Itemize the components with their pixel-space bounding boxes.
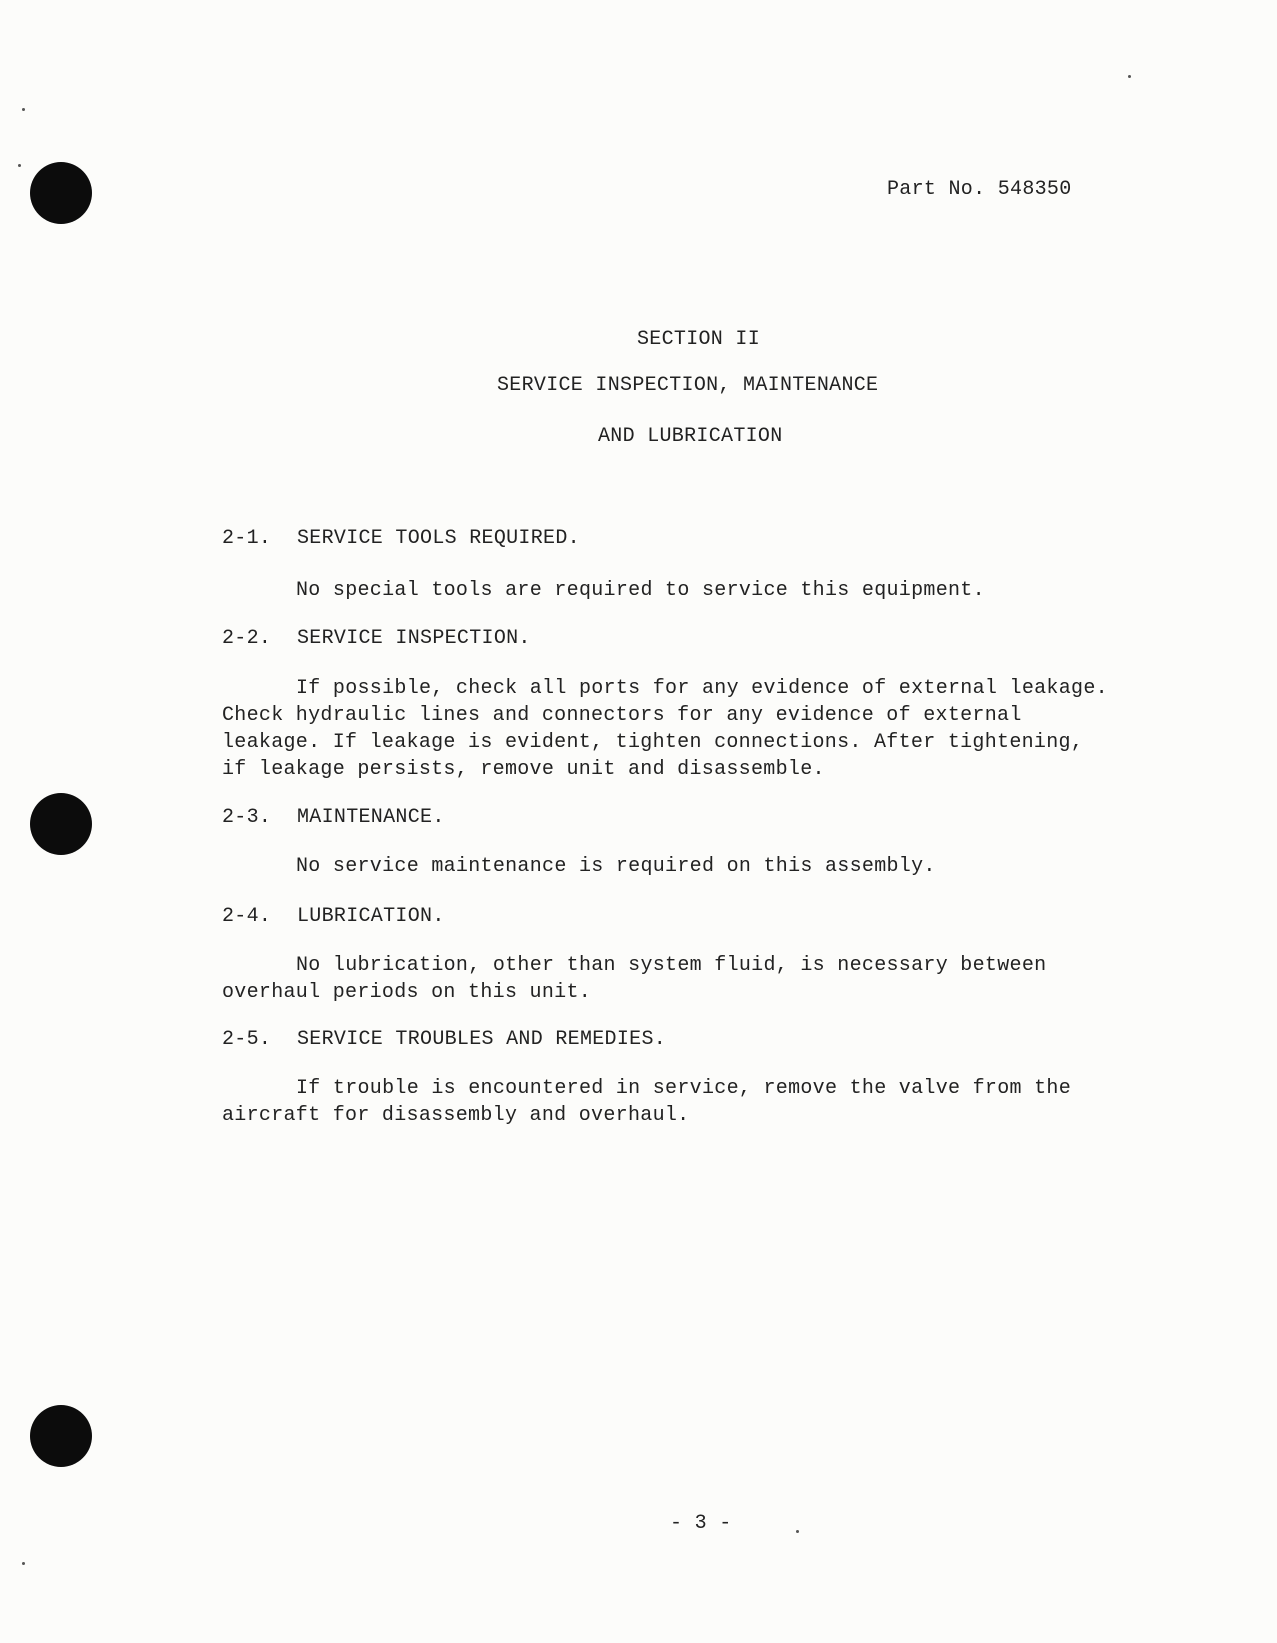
section-number: 2-4.: [222, 905, 272, 928]
section-heading: SERVICE TROUBLES AND REMEDIES.: [297, 1028, 667, 1051]
paper-speck: [22, 108, 25, 111]
paper-speck: [796, 1530, 799, 1533]
section-heading: LUBRICATION.: [297, 905, 445, 928]
section-number: 2-2.: [222, 627, 272, 650]
section-title: SECTION II: [637, 328, 761, 351]
section-heading-line-2: AND LUBRICATION: [598, 425, 783, 448]
paper-speck: [1128, 75, 1131, 78]
punch-hole: [30, 793, 92, 855]
section-body: If trouble is encountered in service, remove the valve from the aircraft for disassembly and overhaul.: [222, 1077, 1072, 1127]
punch-hole: [30, 162, 92, 224]
page-number: - 3 -: [670, 1512, 732, 1535]
section-number: 2-5.: [222, 1028, 272, 1051]
section-heading: MAINTENANCE.: [297, 806, 445, 829]
section-heading-line-1: SERVICE INSPECTION, MAINTENANCE: [497, 374, 879, 397]
section-body: If possible, check all ports for any evidence of external leakage. Check hydraulic lines and connectors for any evidence of external leakage. If leakage is evident, tighten connections. After tightening, if leakage persists, remove unit and disassemble.: [222, 677, 1108, 781]
part-number: Part No. 548350: [887, 178, 1072, 201]
punch-hole: [30, 1405, 92, 1467]
section-number: 2-1.: [222, 527, 272, 550]
section-heading: SERVICE TOOLS REQUIRED.: [297, 527, 580, 550]
section-heading: SERVICE INSPECTION.: [297, 627, 531, 650]
paper-speck: [22, 1562, 25, 1565]
section-number: 2-3.: [222, 806, 272, 829]
paper-speck: [18, 164, 21, 167]
section-body: No service maintenance is required on this assembly.: [296, 855, 936, 878]
section-body: No special tools are required to service this equipment.: [296, 579, 985, 602]
section-body: No lubrication, other than system fluid, is necessary between overhaul periods on this unit.: [222, 954, 1047, 1004]
